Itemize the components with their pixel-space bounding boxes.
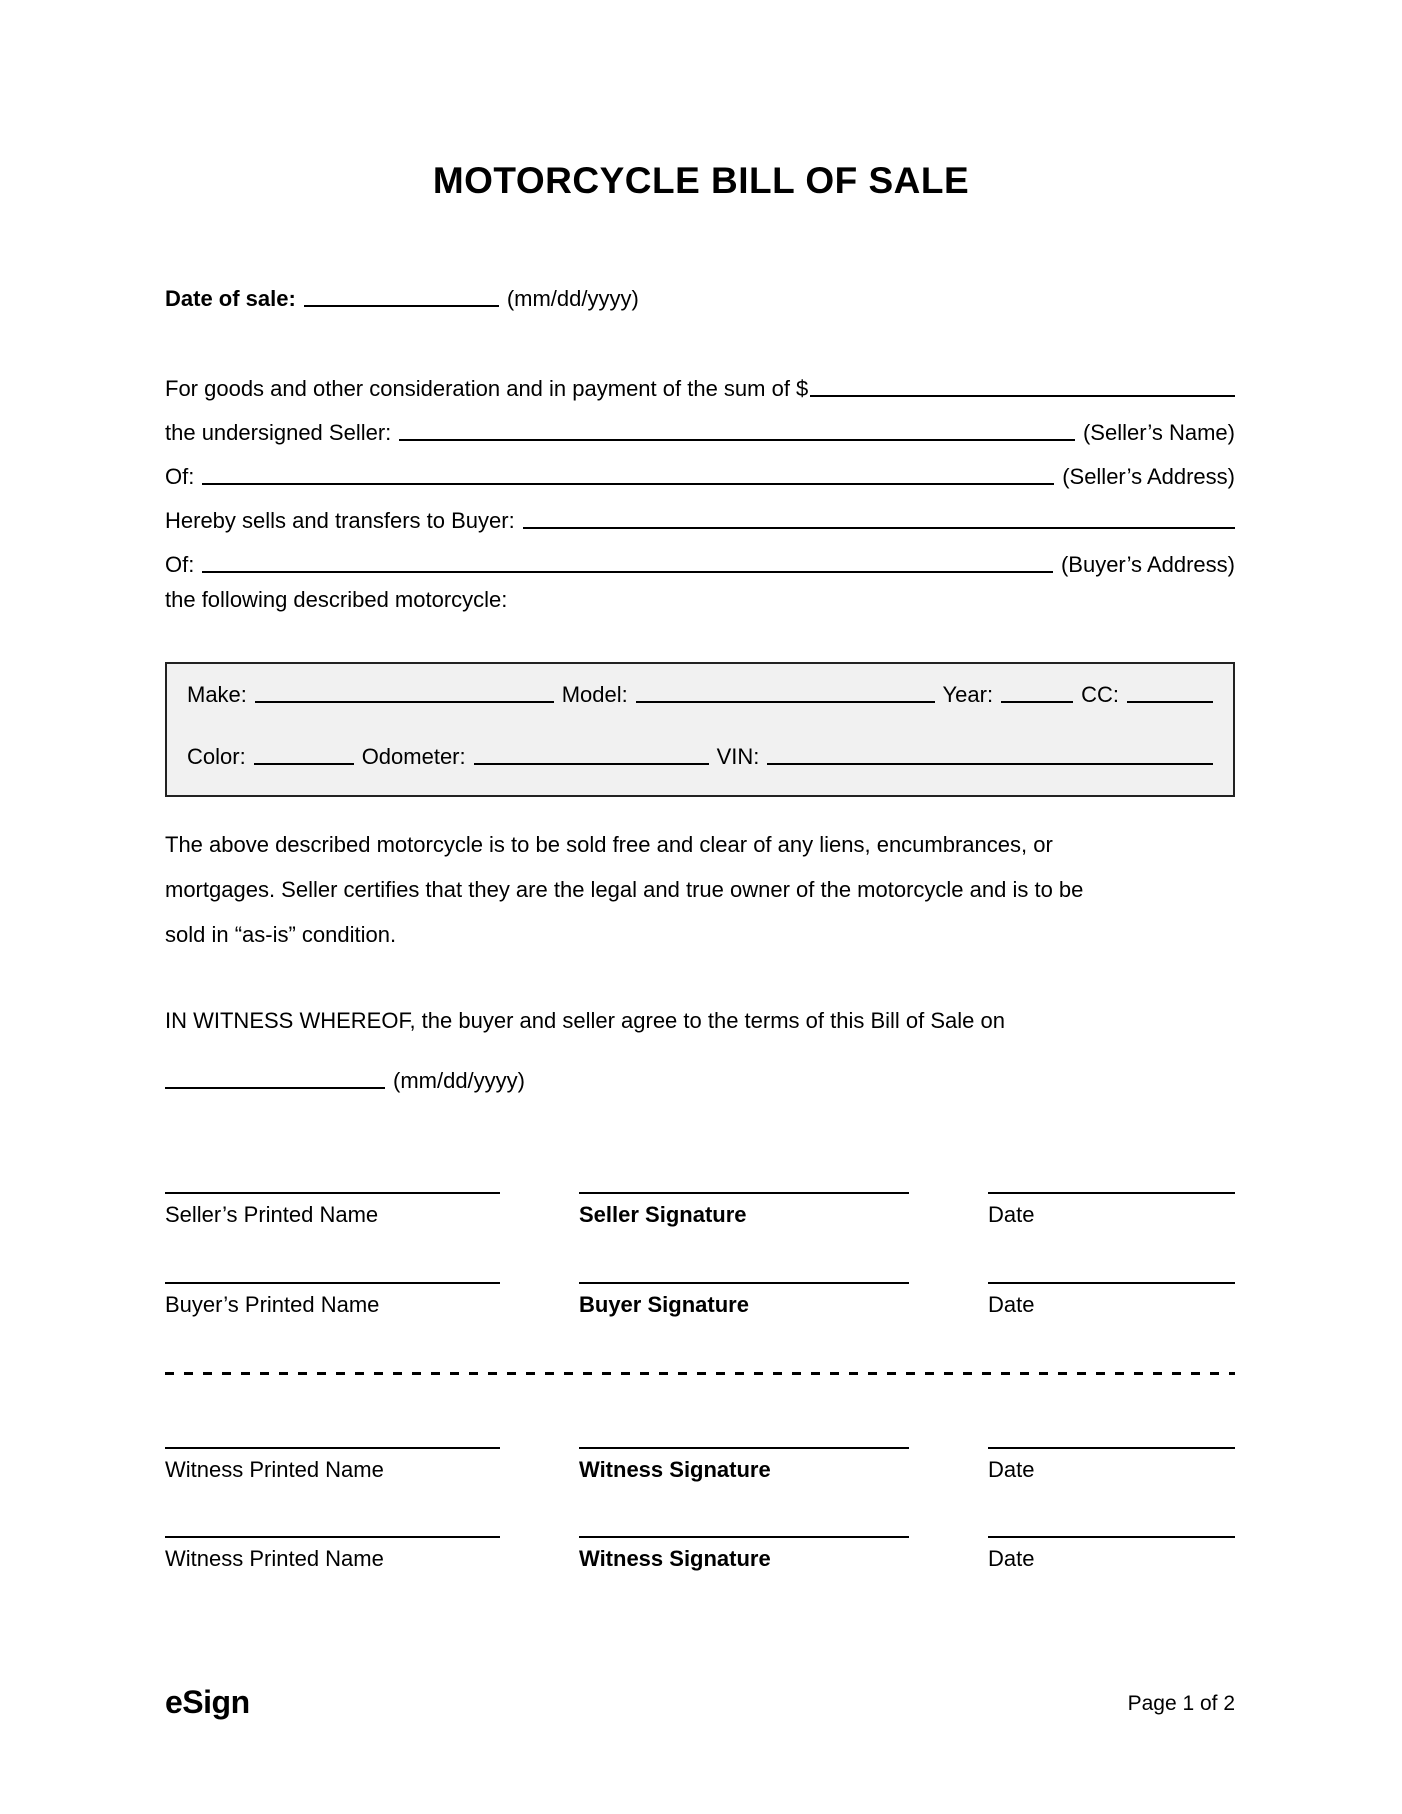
witness1-date-label: Date [988,1457,1035,1482]
buyer-date-cell [988,1282,1235,1318]
date-of-sale-row [165,270,1235,312]
buyer-printed-name-cell [165,1282,500,1318]
buyer-signature-label: Buyer Signature [579,1292,749,1317]
seller-name-line [165,402,1235,446]
seller-date-line [988,1192,1235,1194]
buyer-date-line [988,1282,1235,1284]
witness2-signature-cell [579,1536,909,1572]
odometer-blank [474,763,709,765]
year-label: Year: [942,682,994,707]
seller-date-label: Date [988,1202,1035,1227]
certification-paragraph [165,822,1235,957]
seller-printed-name-line [165,1192,500,1194]
make-label: Make: [187,682,247,707]
buyer-signature-cell [579,1282,909,1318]
page-number: Page 1 of 2 [1127,1692,1235,1715]
buyer-date-label: Date [988,1292,1035,1317]
seller-signature-label: Seller Signature [579,1202,747,1227]
witness2-date-cell [988,1536,1235,1572]
witness2-date-label: Date [988,1546,1035,1571]
witness2-printed-name-label: Witness Printed Name [165,1546,384,1571]
seller-printed-name-label: Seller’s Printed Name [165,1202,379,1227]
witness1-signature-line [579,1447,909,1449]
certification-line-3: sold in “as-is” condition. [165,922,397,947]
vin-label: VIN: [716,744,760,769]
vehicle-description-box [165,662,1235,797]
buyer-signature-line [579,1282,909,1284]
cc-blank [1127,701,1213,703]
sum-line-label: For goods and other consideration and in payment of the sum of $ [165,376,809,401]
intro-section [165,358,1235,622]
seller-address-suffix: (Seller’s Address) [1062,464,1235,489]
buyer-address-label: Of: [165,552,195,577]
buyer-address-blank [202,571,1053,573]
seller-signature-row [165,1192,1235,1228]
year-blank [1001,701,1073,703]
cc-label: CC: [1081,682,1119,707]
buyer-name-line [165,490,1235,534]
vehicle-box-row-2 [187,726,1213,770]
buyer-address-line [165,534,1235,578]
seller-name-suffix: (Seller’s Name) [1082,420,1235,445]
seller-printed-name-cell [165,1192,500,1228]
seller-address-blank [202,483,1054,485]
seller-name-blank [399,439,1075,441]
witness-clause [165,998,1235,1094]
sum-blank [810,395,1235,397]
witness-clause-date-line [165,1044,1235,1094]
witness-clause-date-blank [165,1087,385,1089]
witness1-printed-name-label: Witness Printed Name [165,1457,384,1482]
witness1-signature-label: Witness Signature [579,1457,771,1482]
witness1-printed-name-cell [165,1447,500,1483]
witness-clause-text: IN WITNESS WHEREOF, the buyer and seller agree to the terms of this Bill of Sale on [165,1008,1005,1033]
document-title: MOTORCYCLE BILL OF SALE [432,160,970,201]
seller-date-cell [988,1192,1235,1228]
dashed-divider [165,1372,1235,1375]
buyer-signature-row [165,1282,1235,1318]
vehicle-box-row-1 [187,664,1213,708]
witness-clause-date-hint: (mm/dd/yyyy) [393,1068,525,1093]
buyer-printed-name-label: Buyer’s Printed Name [165,1292,380,1317]
date-of-sale-label: Date of sale: [165,286,296,311]
seller-signature-line [579,1192,909,1194]
color-label: Color: [187,744,246,769]
esign-logo: eSign [165,1684,250,1720]
witness1-date-cell [988,1447,1235,1483]
buyer-name-label: Hereby sells and transfers to Buyer: [165,508,515,533]
witness2-printed-name-cell [165,1536,500,1572]
witness2-signature-row [165,1536,1235,1572]
witness1-signature-cell [579,1447,909,1483]
buyer-address-suffix: (Buyer’s Address) [1060,552,1235,577]
color-blank [254,763,354,765]
vin-blank [767,763,1213,765]
witness2-printed-name-line [165,1536,500,1538]
witness2-date-line [988,1536,1235,1538]
seller-signature-cell [579,1192,909,1228]
certification-line-2: mortgages. Seller certifies that they are the legal and true owner of the motorcycle and is to be [165,877,1084,902]
witness1-printed-name-line [165,1447,500,1449]
witness2-signature-label: Witness Signature [579,1546,771,1571]
date-of-sale-blank [304,305,499,307]
witness1-signature-row [165,1447,1235,1483]
seller-name-label: the undersigned Seller: [165,420,392,445]
date-format-hint: (mm/dd/yyyy) [506,286,639,311]
buyer-name-blank [523,527,1235,529]
model-blank [636,701,935,703]
buyer-printed-name-line [165,1282,500,1284]
witness2-signature-line [579,1536,909,1538]
described-line: the following described motorcycle: [165,587,508,612]
sum-line [165,358,1235,402]
certification-line-1: The above described motorcycle is to be sold free and clear of any liens, encumbrances, or [165,832,1053,857]
odometer-label: Odometer: [361,744,466,769]
model-label: Model: [561,682,628,707]
seller-address-label: Of: [165,464,195,489]
make-blank [255,701,554,703]
seller-address-line [165,446,1235,490]
witness1-date-line [988,1447,1235,1449]
